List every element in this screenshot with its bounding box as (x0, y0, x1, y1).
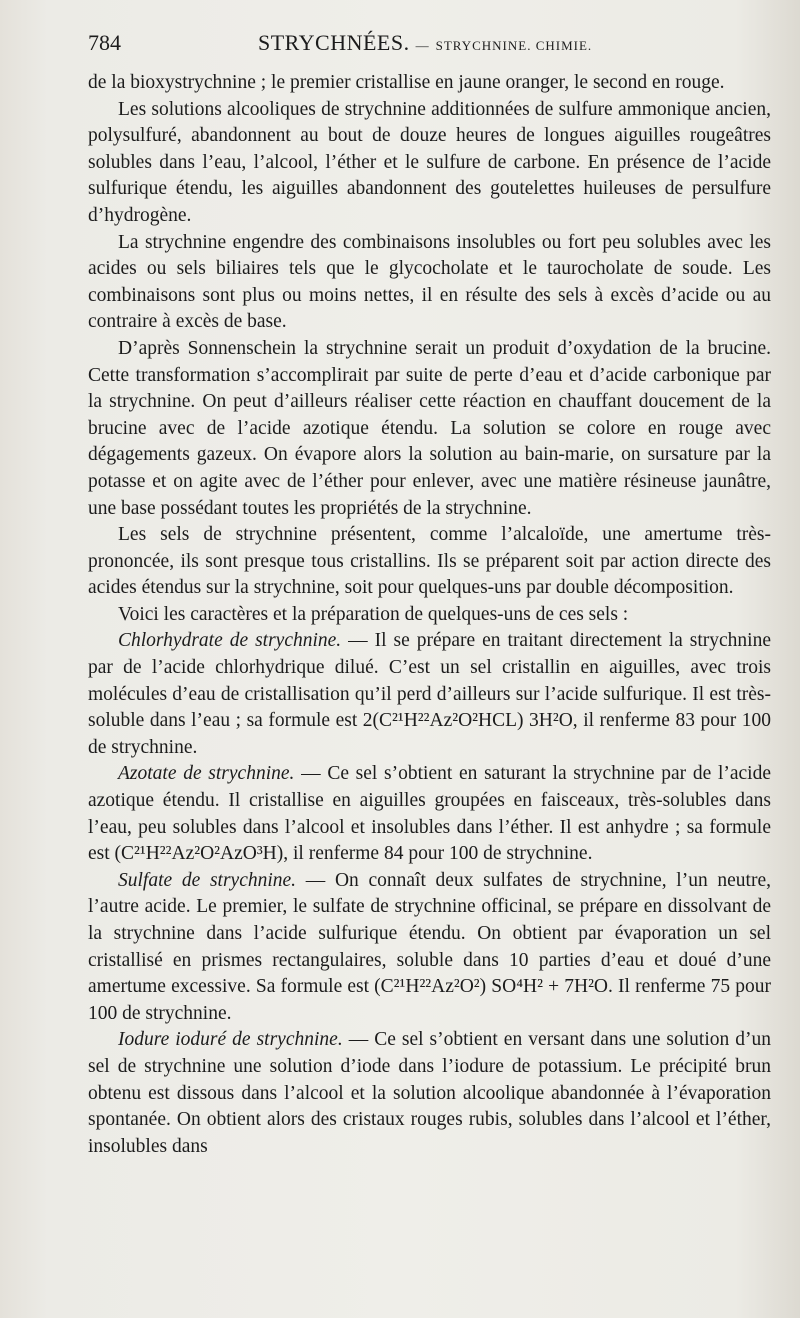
paragraph-lead: Azotate de strychnine. (118, 763, 295, 785)
running-title: STRYCHNÉES. (258, 30, 410, 55)
paragraph-text: Les sels de strychnine présentent, comme l’alcaloïde, une amertume très-prononcée, ils sont presque tous cristallins. Ils se préparent soit par action directe des acides étendus sur la strychnine, soit pour quelques-uns par double décomposition. (88, 524, 771, 599)
paragraph-azotate (88, 761, 771, 867)
page-number: 784 (88, 30, 121, 55)
paragraph-chlorhydrate (88, 628, 771, 761)
running-subtitle: STRYCHNINE. CHIMIE. (435, 38, 593, 53)
paragraph-sulfate (88, 868, 771, 1028)
paragraph-text: Voici les caractères et la préparation de quelques-uns de ces sels : (118, 603, 629, 625)
paragraph-lead: Iodure ioduré de strychnine. (118, 1029, 343, 1051)
paragraph-lead: Sulfate de strychnine. (118, 869, 297, 891)
paragraph-text: de la bioxystrychnine ; le premier cristallise en jaune oranger, le second en rouge. (88, 72, 725, 93)
paragraph (88, 97, 771, 230)
body-text (88, 70, 771, 1160)
paragraph-text: La strychnine engendre des combinaisons insolubles ou fort peu solubles avec les acides ou sels biliaires tels que le glycocholate et le taurocholate de soude. Les combinaisons sont plus ou moins nettes, il en résulte des sels à excès d’acide ou au contraire à excès de base. (88, 231, 771, 333)
paragraph-iodure (88, 1027, 771, 1160)
paragraph-text: Les solutions alcooliques de strychnine additionnées de sulfure ammonique ancien, polysulfuré, abandonnent au bout de douze heures de longues aiguilles rougeâtres solubles dans l’eau, l’alcool, l’éther et le sulfure de carbone. En présence de l’acide sulfurique étendu, les aiguilles abandonnent des goutelettes huileuses de persulfure d’hydrogène. (88, 98, 771, 226)
paragraph (88, 522, 771, 602)
paragraph (88, 602, 771, 629)
paragraph (88, 230, 771, 336)
paragraph-text: D’après Sonnenschein la strychnine serait un produit d’oxydation de la brucine. Cette transformation s’accomplirait par suite de perte d’eau et d’acide carbonique par la strychnine. On peut d’ailleurs réaliser cette réaction en chauffant doucement de la brucine avec de l’acide azotique étendu. La solution se colore en rouge avec dégagements gazeux. On évapore alors la solution au bain-marie, on sursature par la potasse et on agite avec de l’éther pour enlever, avec une matière résineuse jaunâtre, une base possédant toutes les propriétés de la strychnine. (88, 337, 771, 519)
running-dash: — (415, 38, 430, 53)
paragraph (88, 70, 771, 97)
paragraph-lead: Chlorhydrate de strychnine. (118, 630, 342, 652)
paragraph (88, 336, 771, 522)
paragraph-text: — On connaît deux sulfates de strychnine, l’un neutre, l’autre acide. Le premier, le sulfate de strychnine officinal, se prépare en dissolvant de la strychnine dans l’acide sulfurique étendu. On obtient par évaporation un sel cristallisé en prismes rectangulaires, soluble dans 10 parties d’eau et doué d’une amertume excessive. Sa formule est (C²¹H²²Az²O²) SO⁴H² + 7H²O. Il renferme 75 pour 100 de strychnine. (88, 869, 772, 1024)
paragraph-text: — Ce sel s’obtient en saturant la strychnine par de l’acide azotique étendu. Il cristallise en aiguilles groupées en faisceaux, très-solubles dans l’eau, peu solubles dans l’alcool et insolubles dans l’éther. Il est anhydre ; sa formule est (C²¹H²²Az²O²AzO³H), il renferme 84 pour 100 de strychnine. (88, 763, 771, 865)
running-header (88, 30, 770, 64)
paragraph-text: — Ce sel s’obtient en versant dans une solution d’un sel de strychnine une solution d’iode dans l’iodure de potassium. Le précipité brun obtenu est dissous dans l’alcool et la solution alcoolique abandonnée à l’évaporation spontanée. On obtient alors des cristaux rouges rubis, solubles dans l’alcool et l’éther, insolubles dans (88, 1029, 772, 1157)
paragraph-text: — Il se prépare en traitant directement la strychnine par de l’acide chlorhydrique dilué. C’est un sel cristallin en aiguilles, avec trois molécules d’eau de cristallisation qu’il perd d’ailleurs sur l’acide sulfurique. Il est très-soluble dans l’eau ; sa formule est 2(C²¹H²²Az²O²HCL) 3H²O, il renferme 83 pour 100 de strychnine. (88, 630, 771, 758)
